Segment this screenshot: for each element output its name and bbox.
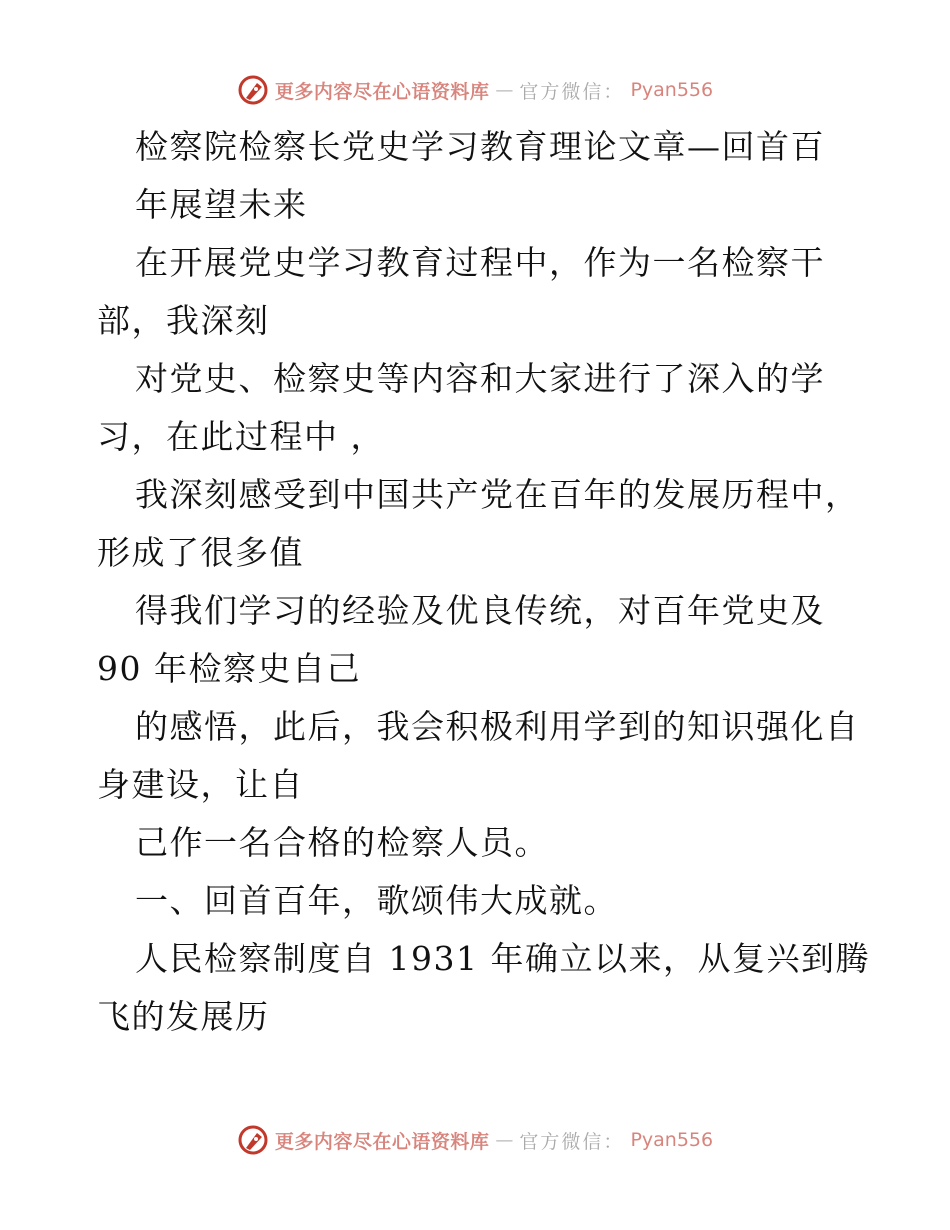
banner-wechat-label: 官方微信： — [519, 1130, 625, 1153]
text-line: 部，我深刻 — [97, 301, 270, 340]
text-line: 得我们学习的经验及优良传统，对百年党史及 — [135, 591, 825, 630]
text-line: 检察院检察长党史学习教育理论文章—回首百 — [135, 127, 825, 166]
text-line: 身建设，让自 — [97, 765, 304, 804]
text-line: 习，在此过程中 ， — [97, 417, 385, 456]
text-line: 一、回首百年，歌颂伟大成就。 — [135, 881, 618, 920]
text-line: 人民检察制度自 1931 年确立以来，从复兴到腾 — [135, 939, 870, 978]
text-line: 90 年检察史自己 — [97, 649, 361, 688]
text-line: 在开展党史学习教育过程中，作为一名检察干 — [135, 243, 825, 282]
banner-wechat-id: Pyan556 — [630, 79, 714, 101]
banner-brand-text: 更多内容尽在心语资料库 — [274, 80, 490, 103]
text-line: 的感悟，此后，我会积极利用学到的知识强化自 — [135, 707, 860, 746]
pen-nib-circle-logo-icon — [237, 1124, 269, 1156]
text-line: 己作一名合格的检察人员。 — [135, 823, 549, 862]
banner-brand-text: 更多内容尽在心语资料库 — [274, 1130, 490, 1153]
pen-nib-circle-logo-icon — [237, 74, 269, 106]
text-line: 形成了很多值 — [97, 533, 304, 572]
document-body — [97, 118, 870, 1046]
footer-banner — [0, 1120, 950, 1160]
banner-separator: — — [495, 79, 514, 101]
text-line: 我深刻感受到中国共产党在百年的发展历程中， — [135, 475, 860, 514]
banner-separator: — — [495, 1129, 514, 1151]
text-line: 年展望未来 — [135, 185, 308, 224]
text-line: 对党史、检察史等内容和大家进行了深入的学 — [135, 359, 825, 398]
banner-wechat-label: 官方微信： — [519, 80, 625, 103]
header-banner — [0, 70, 950, 110]
banner-wechat-id: Pyan556 — [630, 1129, 714, 1151]
text-line: 飞的发展历 — [97, 997, 270, 1036]
